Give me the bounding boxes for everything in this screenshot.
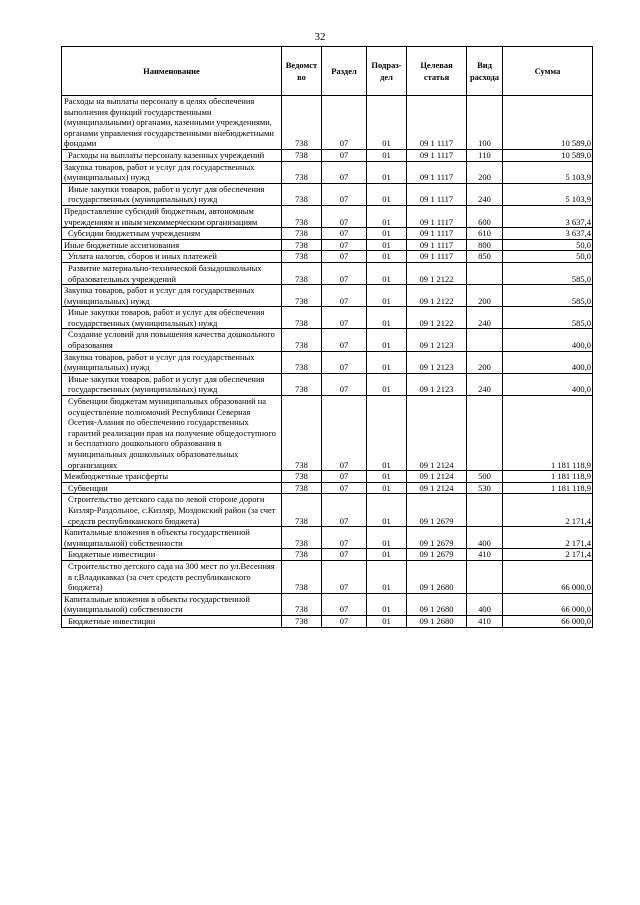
cell-article: 09 1 2680: [407, 615, 467, 627]
cell-sum: 50,0: [503, 239, 593, 251]
table-row: [62, 494, 593, 527]
table-row: [62, 205, 593, 227]
cell-article: 09 1 2123: [407, 351, 467, 373]
cell-article: 09 1 1117: [407, 96, 467, 150]
cell-name: Субсидии бюджетным учреждениям: [62, 228, 282, 240]
cell-name: Субвенции: [62, 482, 282, 494]
cell-name: Иные бюджетные ассигнования: [62, 239, 282, 251]
cell-subsection: 01: [367, 396, 407, 471]
table-row: [62, 228, 593, 240]
cell-dept: 738: [282, 549, 322, 561]
table-row: [62, 183, 593, 205]
cell-dept: 738: [282, 307, 322, 329]
budget-table: [61, 46, 593, 628]
table-row: [62, 482, 593, 494]
cell-subsection: 01: [367, 549, 407, 561]
cell-sum: 10 589,0: [503, 96, 593, 150]
cell-kind: 850: [467, 251, 503, 263]
cell-subsection: 01: [367, 239, 407, 251]
cell-section: 07: [322, 482, 367, 494]
cell-kind: 110: [467, 149, 503, 161]
cell-dept: 738: [282, 396, 322, 471]
cell-dept: 738: [282, 527, 322, 549]
cell-kind: 400: [467, 593, 503, 615]
cell-dept: 738: [282, 205, 322, 227]
cell-dept: 738: [282, 262, 322, 284]
cell-article: 09 1 1117: [407, 149, 467, 161]
cell-article: 09 1 1117: [407, 251, 467, 263]
cell-section: 07: [322, 527, 367, 549]
cell-sum: 1 181 118,9: [503, 482, 593, 494]
cell-subsection: 01: [367, 307, 407, 329]
cell-sum: 50,0: [503, 251, 593, 263]
cell-article: 09 1 2680: [407, 593, 467, 615]
cell-dept: 738: [282, 560, 322, 593]
cell-article: 09 1 2680: [407, 560, 467, 593]
cell-section: 07: [322, 161, 367, 183]
cell-subsection: 01: [367, 161, 407, 183]
cell-article: 09 1 2679: [407, 549, 467, 561]
cell-kind: [467, 494, 503, 527]
cell-kind: 410: [467, 549, 503, 561]
cell-kind: 240: [467, 373, 503, 395]
cell-subsection: 01: [367, 149, 407, 161]
cell-subsection: 01: [367, 251, 407, 263]
cell-sum: 2 171,4: [503, 549, 593, 561]
cell-kind: 410: [467, 615, 503, 627]
cell-article: 09 1 2122: [407, 285, 467, 307]
cell-section: 07: [322, 471, 367, 483]
header-dept: Ведомст во: [282, 47, 322, 96]
cell-subsection: 01: [367, 615, 407, 627]
cell-kind: 200: [467, 285, 503, 307]
cell-name: Расходы на выплаты персоналу казенных учреждений: [62, 149, 282, 161]
cell-subsection: 01: [367, 96, 407, 150]
cell-name: Иные закупки товаров, работ и услуг для обеспечения государственных (муниципальных) нужд: [62, 183, 282, 205]
cell-sum: 2 171,4: [503, 494, 593, 527]
cell-dept: 738: [282, 285, 322, 307]
table-row: [62, 262, 593, 284]
cell-section: 07: [322, 396, 367, 471]
table-row: [62, 615, 593, 627]
cell-name: Иные закупки товаров, работ и услуг для обеспечения государственных (муниципальных) нужд: [62, 373, 282, 395]
cell-section: 07: [322, 373, 367, 395]
cell-sum: 585,0: [503, 307, 593, 329]
cell-section: 07: [322, 285, 367, 307]
cell-kind: 600: [467, 205, 503, 227]
cell-sum: 400,0: [503, 373, 593, 395]
cell-name: Бюджетные инвестиции: [62, 549, 282, 561]
cell-name: Уплата налогов, сборов и иных платежей: [62, 251, 282, 263]
table-row: [62, 527, 593, 549]
cell-name: Развитие материально-технической базыдошкольных образовательных учреждений: [62, 262, 282, 284]
cell-dept: 738: [282, 183, 322, 205]
header-sum: Сумма: [503, 47, 593, 96]
cell-kind: [467, 560, 503, 593]
cell-section: 07: [322, 329, 367, 351]
cell-sum: 66 000,0: [503, 593, 593, 615]
cell-article: 09 1 2124: [407, 482, 467, 494]
cell-section: 07: [322, 251, 367, 263]
table-body: [62, 96, 593, 628]
cell-sum: 3 637,4: [503, 228, 593, 240]
cell-dept: 738: [282, 351, 322, 373]
cell-dept: 738: [282, 373, 322, 395]
table-row: [62, 251, 593, 263]
cell-name: Межбюджетные трансферты: [62, 471, 282, 483]
cell-article: 09 1 1117: [407, 161, 467, 183]
table-header-row: [62, 47, 593, 96]
header-article: Целевая статья: [407, 47, 467, 96]
cell-sum: 5 103,9: [503, 183, 593, 205]
cell-kind: [467, 396, 503, 471]
cell-kind: 200: [467, 351, 503, 373]
cell-kind: 100: [467, 96, 503, 150]
cell-subsection: 01: [367, 329, 407, 351]
cell-dept: 738: [282, 471, 322, 483]
table-row: [62, 396, 593, 471]
cell-kind: 800: [467, 239, 503, 251]
cell-kind: [467, 329, 503, 351]
cell-name: Бюджетные инвестиции: [62, 615, 282, 627]
cell-dept: 738: [282, 615, 322, 627]
header-name: Наименование: [62, 47, 282, 96]
table-row: [62, 329, 593, 351]
cell-section: 07: [322, 494, 367, 527]
cell-article: 09 1 1117: [407, 183, 467, 205]
cell-article: 09 1 2679: [407, 494, 467, 527]
cell-section: 07: [322, 239, 367, 251]
cell-name: Предоставление субсидий бюджетным, автономным учреждениям и иным некоммерческим организациям: [62, 205, 282, 227]
cell-subsection: 01: [367, 560, 407, 593]
cell-sum: 66 000,0: [503, 560, 593, 593]
cell-subsection: 01: [367, 494, 407, 527]
cell-article: 09 1 2123: [407, 329, 467, 351]
cell-name: Расходы на выплаты персоналу в целях обеспечения выполнения функций государственными (муниципальными) органами, казенными учреждениями, органами управления государственными внебюджетными фондами: [62, 96, 282, 150]
cell-sum: 2 171,4: [503, 527, 593, 549]
cell-article: 09 1 2124: [407, 471, 467, 483]
header-kind: Вид расхода: [467, 47, 503, 96]
cell-article: 09 1 1117: [407, 205, 467, 227]
table-row: [62, 549, 593, 561]
page-number: 32: [314, 31, 326, 43]
header-subsection: Подраз- дел: [367, 47, 407, 96]
table-row: [62, 351, 593, 373]
table-row: [62, 471, 593, 483]
cell-article: 09 1 2124: [407, 396, 467, 471]
cell-dept: 738: [282, 494, 322, 527]
cell-article: 09 1 1117: [407, 228, 467, 240]
table-row: [62, 285, 593, 307]
table-row: [62, 239, 593, 251]
table-row: [62, 560, 593, 593]
cell-sum: 1 181 118,9: [503, 471, 593, 483]
cell-sum: 585,0: [503, 285, 593, 307]
cell-name: Иные закупки товаров, работ и услуг для обеспечения государственных (муниципальных) нужд: [62, 307, 282, 329]
cell-name: Закупка товаров, работ и услуг для государственных (муниципальных) нужд: [62, 161, 282, 183]
cell-subsection: 01: [367, 373, 407, 395]
cell-article: 09 1 2679: [407, 527, 467, 549]
cell-name: Создание условий для повышения качества дошкольного образования: [62, 329, 282, 351]
cell-subsection: 01: [367, 527, 407, 549]
cell-section: 07: [322, 351, 367, 373]
cell-article: 09 1 2123: [407, 373, 467, 395]
cell-sum: 5 103,9: [503, 161, 593, 183]
cell-subsection: 01: [367, 593, 407, 615]
cell-section: 07: [322, 228, 367, 240]
cell-subsection: 01: [367, 285, 407, 307]
cell-article: 09 1 2122: [407, 262, 467, 284]
header-section: Раздел: [322, 47, 367, 96]
cell-name: Капитальные вложения в объекты государственной (муниципальной) собственности: [62, 527, 282, 549]
cell-section: 07: [322, 149, 367, 161]
cell-kind: 530: [467, 482, 503, 494]
table-row: [62, 161, 593, 183]
cell-dept: 738: [282, 329, 322, 351]
table-row: [62, 96, 593, 150]
cell-dept: 738: [282, 593, 322, 615]
cell-subsection: 01: [367, 183, 407, 205]
cell-subsection: 01: [367, 351, 407, 373]
cell-kind: 240: [467, 183, 503, 205]
cell-section: 07: [322, 549, 367, 561]
cell-dept: 738: [282, 161, 322, 183]
cell-kind: 500: [467, 471, 503, 483]
cell-sum: 1 181 118,9: [503, 396, 593, 471]
table-row: [62, 307, 593, 329]
table-row: [62, 149, 593, 161]
cell-section: 07: [322, 96, 367, 150]
cell-subsection: 01: [367, 205, 407, 227]
cell-section: 07: [322, 307, 367, 329]
cell-sum: 10 589,0: [503, 149, 593, 161]
cell-dept: 738: [282, 149, 322, 161]
cell-subsection: 01: [367, 482, 407, 494]
cell-sum: 585,0: [503, 262, 593, 284]
table-row: [62, 373, 593, 395]
cell-article: 09 1 1117: [407, 239, 467, 251]
table-row: [62, 593, 593, 615]
cell-article: 09 1 2122: [407, 307, 467, 329]
cell-section: 07: [322, 262, 367, 284]
cell-name: Субвенции бюджетам муниципальных образований на осуществление полномочий Республики Северная Осетия-Алания по обеспечению государственных гарантий реализации прав на получение общедоступного и бесплатного дошкольного образования в муниципальных дошкольных образовательных организациях: [62, 396, 282, 471]
cell-name: Строительство детского сада на 300 мест по ул.Весенняя в г.Владикавказ (за счет средств республиканского бюджета): [62, 560, 282, 593]
cell-dept: 738: [282, 228, 322, 240]
cell-section: 07: [322, 205, 367, 227]
cell-dept: 738: [282, 96, 322, 150]
cell-sum: 400,0: [503, 351, 593, 373]
cell-section: 07: [322, 593, 367, 615]
cell-section: 07: [322, 560, 367, 593]
cell-sum: 66 000,0: [503, 615, 593, 627]
cell-name: Закупка товаров, работ и услуг для государственных (муниципальных) нужд: [62, 351, 282, 373]
cell-section: 07: [322, 615, 367, 627]
cell-subsection: 01: [367, 228, 407, 240]
cell-subsection: 01: [367, 471, 407, 483]
cell-subsection: 01: [367, 262, 407, 284]
cell-sum: 400,0: [503, 329, 593, 351]
cell-name: Закупка товаров, работ и услуг для государственных (муниципальных) нужд: [62, 285, 282, 307]
cell-kind: 610: [467, 228, 503, 240]
cell-kind: 200: [467, 161, 503, 183]
cell-dept: 738: [282, 251, 322, 263]
cell-name: Капитальные вложения в объекты государственной (муниципальной) собственности: [62, 593, 282, 615]
cell-kind: 240: [467, 307, 503, 329]
cell-name: Строительство детского сада по левой стороне дороги Кизляр-Раздольное, с.Кизляр, Моздокский район (за счет средств республиканского бюджета): [62, 494, 282, 527]
cell-kind: 400: [467, 527, 503, 549]
cell-section: 07: [322, 183, 367, 205]
cell-sum: 3 637,4: [503, 205, 593, 227]
cell-dept: 738: [282, 239, 322, 251]
cell-kind: [467, 262, 503, 284]
cell-dept: 738: [282, 482, 322, 494]
